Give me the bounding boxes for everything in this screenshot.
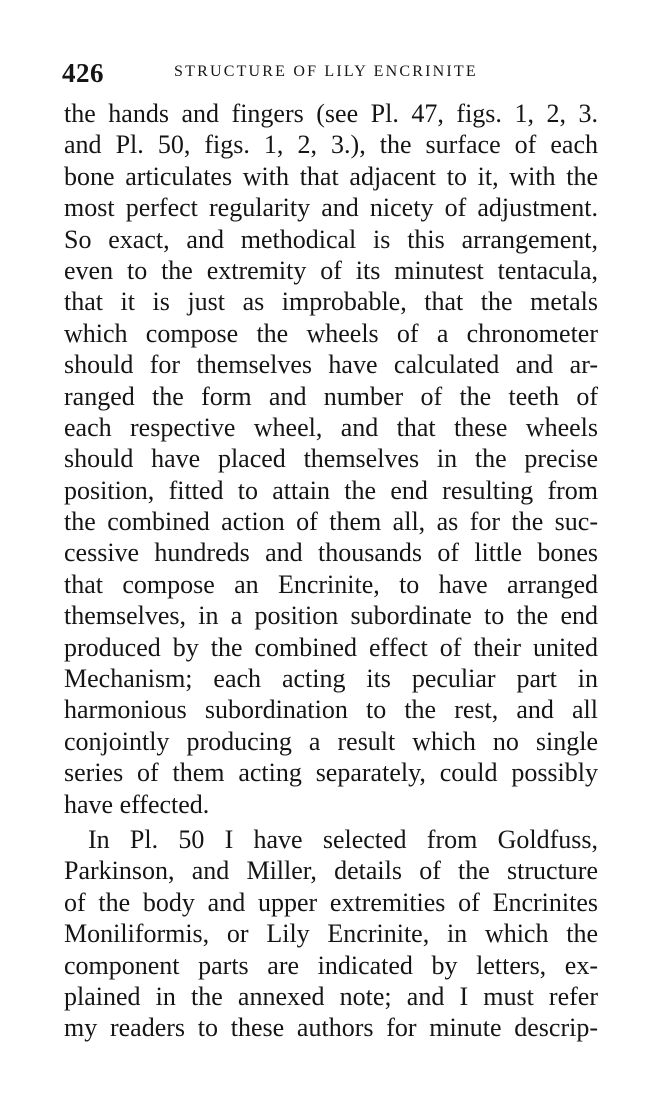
text-line: of the body and upper extremities of Encrinites (64, 887, 598, 917)
text-line: most perfect regularity and nicety of adjustment. (64, 193, 598, 223)
text-line: Moniliformis, or Lily Encrinite, in which the (64, 919, 598, 949)
text-line: even to the extremity of its minutest tentacula, (64, 255, 598, 285)
text-line: that it is just as improbable, that the metals (64, 287, 598, 317)
text-line: themselves, in a position subordinate to the end (64, 601, 598, 631)
text-line: cessive hundreds and thousands of little bones (64, 538, 598, 568)
text-line: series of them acting separately, could possibly (64, 758, 598, 788)
text-line: bone articulates with that adjacent to it, with the (64, 161, 598, 191)
text-line: conjointly producing a result which no single (64, 726, 598, 756)
body-text (64, 98, 598, 1044)
text-line: that compose an Encrinite, to have arranged (64, 569, 598, 599)
text-line: should for themselves have calculated and ar- (64, 350, 598, 380)
text-line: component parts are indicated by letters, ex- (64, 950, 598, 980)
paragraph (64, 98, 598, 820)
text-line: my readers to these authors for minute descrip- (64, 1013, 598, 1043)
text-line: and Pl. 50, figs. 1, 2, 3.), the surface of each (64, 130, 598, 160)
text-line: produced by the combined effect of their united (64, 632, 598, 662)
text-line: the hands and fingers (see Pl. 47, figs. 1, 2, 3. (64, 99, 598, 128)
text-line: So exact, and methodical is this arrangement, (64, 224, 598, 254)
page-number: 426 (62, 58, 104, 88)
running-title: STRUCTURE OF LILY ENCRINITE (174, 63, 478, 80)
text-line: have effected. (64, 789, 210, 819)
paragraph (64, 824, 598, 1044)
text-line: should have placed themselves in the precise (64, 444, 598, 474)
text-line: In Pl. 50 I have selected from Goldfuss, (88, 824, 598, 854)
text-line: Parkinson, and Miller, details of the structure (64, 856, 598, 886)
text-line: each respective wheel, and that these wheels (64, 412, 598, 442)
text-line: ranged the form and number of the teeth of (64, 381, 598, 411)
text-line: position, fitted to attain the end resulting from (64, 475, 598, 505)
text-line: which compose the wheels of a chronometer (64, 318, 598, 348)
text-line: the combined action of them all, as for the suc- (64, 507, 598, 537)
text-line: Mechanism; each acting its peculiar part in (64, 664, 598, 694)
text-line: plained in the annexed note; and I must refer (64, 981, 598, 1011)
text-line: harmonious subordination to the rest, and all (64, 695, 598, 725)
running-head (62, 58, 602, 92)
